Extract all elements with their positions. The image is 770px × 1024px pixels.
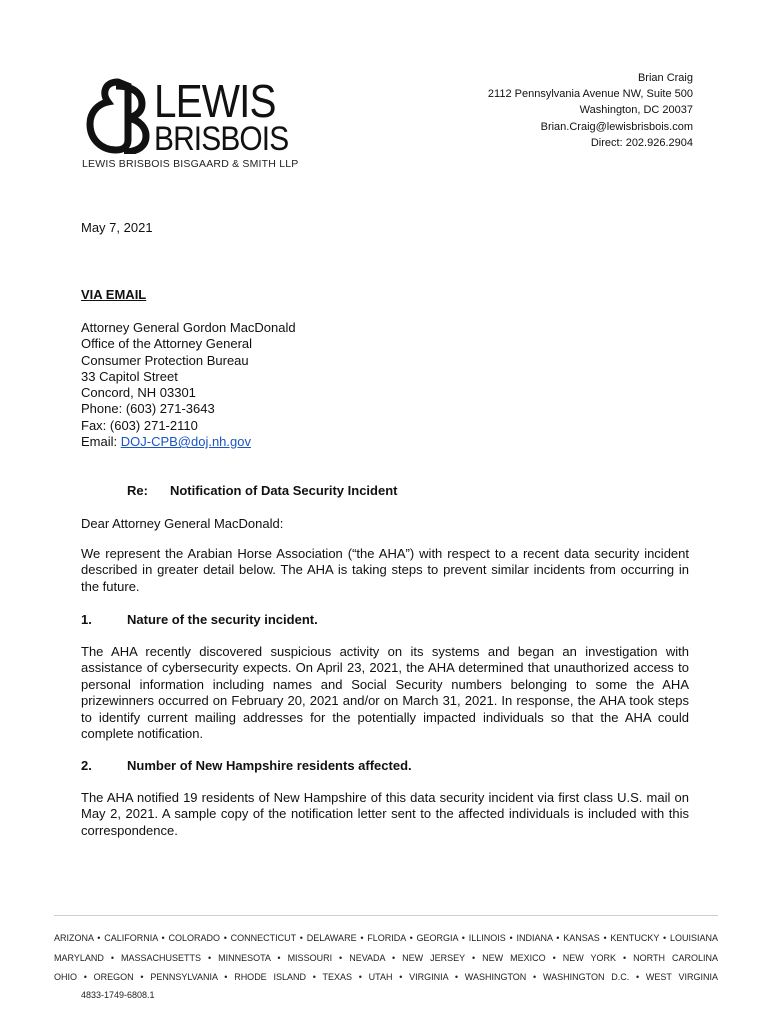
section-body-1: The AHA recently discovered suspicious activity on its systems and began an investigation with assistance of cybersecurity expects. On April 23, 2021, the AHA determined that unauthorized access to personal information including names and Social Security numbers belonging to some the AHA prizewinners occurred on February 20, 2021 and/or on March 31, 2021. In response, the AHA took steps to identify current mailing addresses for the potentially impacted individuals so that the AHA could complete notification. [81,644,689,742]
section-body-2: The AHA notified 19 residents of New Hampshire of this data security incident via first class U.S. mail on May 2, 2021. A sample copy of the notification letter sent to the affected individuals is included with this correspondence. [81,790,689,838]
recipient-city: Concord, NH 03301 [81,385,196,401]
delivery-method: VIA EMAIL [81,287,147,302]
recipient-email-link[interactable]: DOJ-CPB@doj.nh.gov [120,434,251,450]
subject-label: Re: [127,483,148,498]
letter-date: May 7, 2021 [81,220,153,235]
sender-email[interactable]: Brian.Craig@lewisbrisbois.com [540,120,693,133]
section-title: Nature of the security incident. [127,612,318,627]
recipient-block [81,320,296,450]
lewis-brisbois-mark-icon [80,78,150,154]
section-title: Number of New Hampshire residents affected. [127,758,412,773]
sender-block [488,70,693,151]
footer-states-line1: ARIZONA • CALIFORNIA • COLORADO • CONNECTICUT • DELAWARE • FLORIDA • GEORGIA • ILLINOIS • INDIANA • KANSAS • KENTUCKY • LOUISIANA [54,933,718,943]
recipient-email-label: Email: [81,434,121,450]
recipient-bureau: Consumer Protection Bureau [81,352,249,368]
section-heading-2 [81,758,412,773]
sender-name: Brian Craig [637,72,693,84]
footer-states-line2: MARYLAND • MASSACHUSETTS • MINNESOTA • MISSOURI • NEVADA • NEW JERSEY • NEW MEXICO • NEW YORK • NORTH CAROLINA [54,953,718,963]
footer-divider [54,915,718,916]
logo-word-brisbois: BRISBOIS [154,120,289,158]
recipient-email-line [81,434,296,450]
footer-states-line3: OHIO • OREGON • PENNSYLVANIA • RHODE ISLAND • TEXAS • UTAH • VIRGINIA • WASHINGTON • WASHINGTON D.C. • WEST VIRGINIA [54,972,718,982]
intro-paragraph: We represent the Arabian Horse Association (“the AHA”) with respect to a recent data security incident described in greater detail below. The AHA is taking steps to prevent similar incidents from occurring in the future. [81,546,689,594]
logo-tagline: LEWIS BRISBOIS BISGAARD & SMITH LLP [82,158,299,170]
logo-word-lewis: LEWIS [154,75,276,127]
subject-line [127,483,397,498]
document-number: 4833-1749-6808.1 [81,990,155,1000]
section-heading-1 [81,612,318,627]
section-number: 1. [81,612,92,627]
section-number: 2. [81,758,92,773]
recipient-office: Office of the Attorney General [81,336,253,352]
sender-address-line2: Washington, DC 20037 [579,104,693,117]
salutation: Dear Attorney General MacDonald: [81,516,284,531]
subject-text: Notification of Data Security Incident [169,483,398,498]
sender-direct-phone: Direct: 202.926.2904 [590,136,693,149]
recipient-street: 33 Capitol Street [81,368,178,384]
recipient-name: Attorney General Gordon MacDonald [81,320,296,335]
firm-logo [80,76,300,176]
recipient-phone: Phone: (603) 271-3643 [81,401,215,417]
recipient-fax: Fax: (603) 271-2110 [81,417,198,433]
sender-address-line1: 2112 Pennsylvania Avenue NW, Suite 500 [487,88,693,101]
